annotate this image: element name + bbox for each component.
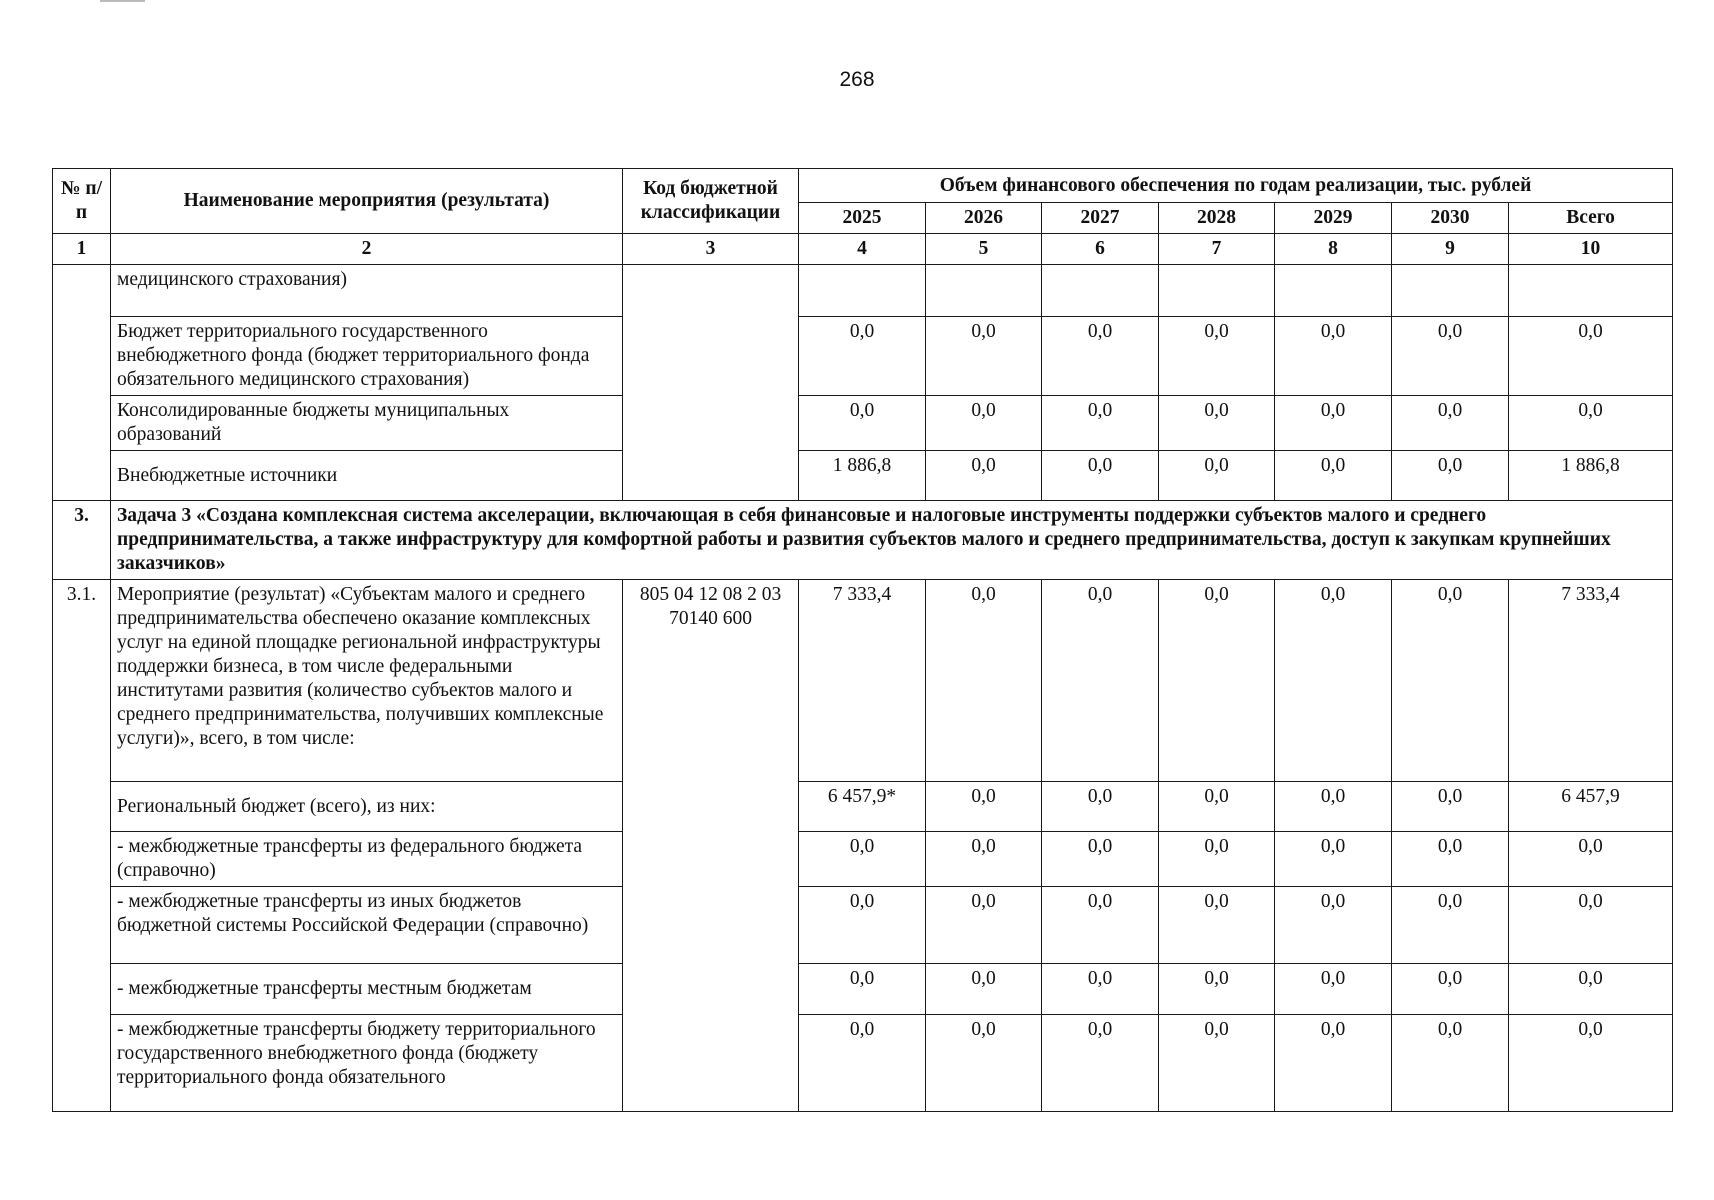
value-cell: 0,0 bbox=[1159, 580, 1275, 782]
value-cell bbox=[799, 265, 926, 317]
header-year: 2029 bbox=[1275, 203, 1392, 234]
row-name: - межбюджетные трансферты из иных бюджетов бюджетной системы Российской Федерации (справочно) bbox=[111, 887, 623, 964]
value-cell: 0,0 bbox=[1042, 782, 1159, 832]
value-cell: 0,0 bbox=[1275, 396, 1392, 451]
value-cell: 0,0 bbox=[1159, 964, 1275, 1015]
value-cell: 0,0 bbox=[926, 832, 1042, 887]
value-cell: 0,0 bbox=[1275, 887, 1392, 964]
header-year: 2026 bbox=[926, 203, 1042, 234]
header-name: Наименование мероприятия (результата) bbox=[111, 169, 623, 234]
value-cell: 1 886,8 bbox=[799, 451, 926, 501]
column-number: 5 bbox=[926, 234, 1042, 265]
row-name: - межбюджетные трансферты из федерального бюджета (справочно) bbox=[111, 832, 623, 887]
value-cell: 0,0 bbox=[1392, 782, 1509, 832]
value-cell bbox=[1509, 265, 1673, 317]
value-cell: 0,0 bbox=[1042, 964, 1159, 1015]
column-number: 6 bbox=[1042, 234, 1159, 265]
value-cell: 0,0 bbox=[926, 451, 1042, 501]
header-total: Всего bbox=[1509, 203, 1673, 234]
row-name: Внебюджетные источники bbox=[111, 451, 623, 501]
value-cell: 0,0 bbox=[1042, 887, 1159, 964]
table-row bbox=[53, 964, 1673, 1015]
value-cell bbox=[1275, 265, 1392, 317]
value-cell: 0,0 bbox=[1509, 832, 1673, 887]
value-cell: 0,0 bbox=[799, 832, 926, 887]
value-cell: 0,0 bbox=[1042, 580, 1159, 782]
column-number: 9 bbox=[1392, 234, 1509, 265]
value-cell: 0,0 bbox=[1159, 317, 1275, 396]
value-cell: 0,0 bbox=[1392, 451, 1509, 501]
table-row bbox=[53, 580, 1673, 782]
value-cell bbox=[926, 265, 1042, 317]
value-cell: 0,0 bbox=[1159, 396, 1275, 451]
value-cell: 1 886,8 bbox=[1509, 451, 1673, 501]
value-cell: 0,0 bbox=[926, 1015, 1042, 1112]
value-cell: 0,0 bbox=[1392, 580, 1509, 782]
value-cell: 0,0 bbox=[1275, 317, 1392, 396]
row-name: - межбюджетные трансферты бюджету территориального государственного внебюджетного фонда (бюджету территориального фонда обязательного bbox=[111, 1015, 623, 1112]
header-year: 2027 bbox=[1042, 203, 1159, 234]
column-number: 2 bbox=[111, 234, 623, 265]
header-year: 2025 bbox=[799, 203, 926, 234]
value-cell: 0,0 bbox=[926, 317, 1042, 396]
value-cell: 0,0 bbox=[1159, 782, 1275, 832]
financing-table bbox=[52, 168, 1673, 1112]
num-cell-empty bbox=[53, 265, 111, 501]
table-row bbox=[53, 265, 1673, 317]
task-number: 3. bbox=[53, 501, 111, 580]
value-cell: 6 457,9* bbox=[799, 782, 926, 832]
table-row bbox=[53, 396, 1673, 451]
table-row bbox=[53, 782, 1673, 832]
value-cell: 0,0 bbox=[1275, 580, 1392, 782]
code-cell-empty bbox=[623, 265, 799, 501]
row-name: медицинского страхования) bbox=[111, 265, 623, 317]
value-cell: 0,0 bbox=[1159, 451, 1275, 501]
column-number: 8 bbox=[1275, 234, 1392, 265]
row-name: Мероприятие (результат) «Субъектам малого и среднего предпринимательства обеспечено оказание комплексных услуг на единой площадке региональной инфраструктуры поддержки бизнеса, в том числе федеральными институтами развития (количество субъектов малого и среднего предпринимательства, получивших комплексные услуги)», всего, в том числе: bbox=[111, 580, 623, 782]
value-cell: 0,0 bbox=[1159, 887, 1275, 964]
value-cell: 0,0 bbox=[799, 1015, 926, 1112]
value-cell bbox=[1392, 265, 1509, 317]
scan-artifact bbox=[100, 0, 145, 2]
task-text: Задача 3 «Создана комплексная система акселерации, включающая в себя финансовые и налоговые инструменты поддержки субъектов малого и среднего предпринимательства, а также инфраструктуру для комфортной работы и развития субъектов малого и среднего предпринимательства, доступ к закупкам крупнейших заказчиков» bbox=[111, 501, 1673, 580]
value-cell: 7 333,4 bbox=[799, 580, 926, 782]
task-row bbox=[53, 501, 1673, 580]
value-cell: 0,0 bbox=[926, 580, 1042, 782]
table-row bbox=[53, 887, 1673, 964]
value-cell: 0,0 bbox=[926, 396, 1042, 451]
value-cell: 0,0 bbox=[799, 317, 926, 396]
value-cell: 0,0 bbox=[799, 396, 926, 451]
value-cell bbox=[1159, 265, 1275, 317]
value-cell bbox=[1042, 265, 1159, 317]
table-row bbox=[53, 1015, 1673, 1112]
table-row bbox=[53, 832, 1673, 887]
column-number: 1 bbox=[53, 234, 111, 265]
value-cell: 0,0 bbox=[1392, 396, 1509, 451]
row-name: Бюджет территориального государственного внебюджетного фонда (бюджет территориального фонда обязательного медицинского страхования) bbox=[111, 317, 623, 396]
header-year: 2030 bbox=[1392, 203, 1509, 234]
column-number: 10 bbox=[1509, 234, 1673, 265]
row-name: Консолидированные бюджеты муниципальных образований bbox=[111, 396, 623, 451]
value-cell: 0,0 bbox=[1042, 451, 1159, 501]
value-cell: 0,0 bbox=[1275, 782, 1392, 832]
value-cell: 6 457,9 bbox=[1509, 782, 1673, 832]
value-cell: 7 333,4 bbox=[1509, 580, 1673, 782]
value-cell: 0,0 bbox=[1042, 317, 1159, 396]
value-cell: 0,0 bbox=[1509, 396, 1673, 451]
value-cell: 0,0 bbox=[1509, 887, 1673, 964]
header-num: № п/п bbox=[53, 169, 111, 234]
value-cell: 0,0 bbox=[1275, 1015, 1392, 1112]
value-cell: 0,0 bbox=[926, 887, 1042, 964]
value-cell: 0,0 bbox=[1509, 1015, 1673, 1112]
value-cell: 0,0 bbox=[1392, 1015, 1509, 1112]
value-cell: 0,0 bbox=[1509, 317, 1673, 396]
row-name: Региональный бюджет (всего), из них: bbox=[111, 782, 623, 832]
value-cell: 0,0 bbox=[1159, 832, 1275, 887]
value-cell: 0,0 bbox=[926, 964, 1042, 1015]
value-cell: 0,0 bbox=[1275, 964, 1392, 1015]
value-cell: 0,0 bbox=[799, 887, 926, 964]
page-number: 268 bbox=[839, 68, 875, 91]
header-code: Код бюджетной классификации bbox=[623, 169, 799, 234]
header-year: 2028 bbox=[1159, 203, 1275, 234]
value-cell: 0,0 bbox=[1392, 964, 1509, 1015]
value-cell: 0,0 bbox=[1159, 1015, 1275, 1112]
table-row bbox=[53, 451, 1673, 501]
value-cell: 0,0 bbox=[926, 782, 1042, 832]
column-number: 3 bbox=[623, 234, 799, 265]
table-row bbox=[53, 317, 1673, 396]
value-cell: 0,0 bbox=[1392, 317, 1509, 396]
column-numbers-row bbox=[53, 234, 1673, 265]
column-number: 4 bbox=[799, 234, 926, 265]
measure-number: 3.1. bbox=[53, 580, 111, 1112]
value-cell: 0,0 bbox=[1392, 887, 1509, 964]
value-cell: 0,0 bbox=[1509, 964, 1673, 1015]
column-number: 7 bbox=[1159, 234, 1275, 265]
value-cell: 0,0 bbox=[1275, 451, 1392, 501]
value-cell: 0,0 bbox=[1042, 396, 1159, 451]
value-cell: 0,0 bbox=[1042, 1015, 1159, 1112]
value-cell: 0,0 bbox=[799, 964, 926, 1015]
budget-code: 805 04 12 08 2 03 70140 600 bbox=[623, 580, 799, 1112]
value-cell: 0,0 bbox=[1392, 832, 1509, 887]
header-volume: Объем финансового обеспечения по годам реализации, тыс. рублей bbox=[799, 169, 1673, 203]
value-cell: 0,0 bbox=[1042, 832, 1159, 887]
row-name: - межбюджетные трансферты местным бюджетам bbox=[111, 964, 623, 1015]
value-cell: 0,0 bbox=[1275, 832, 1392, 887]
